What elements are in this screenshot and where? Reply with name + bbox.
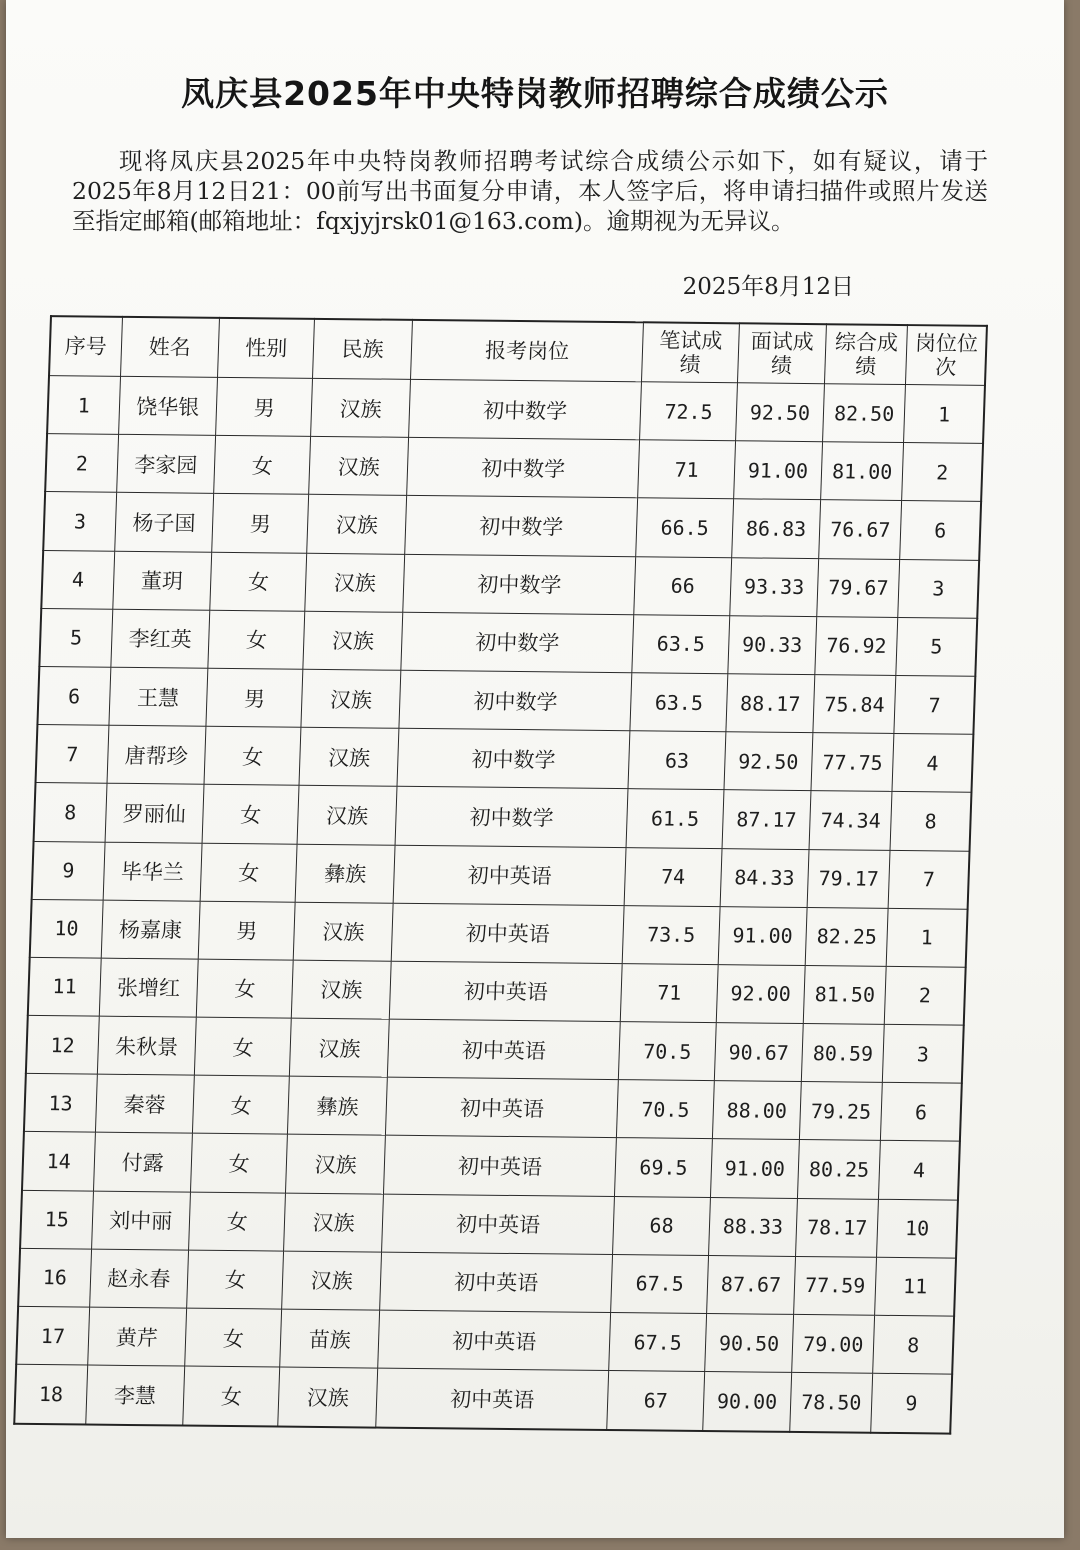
cell-name: 刘中丽: [91, 1191, 190, 1250]
cell-ethnicity: 彝族: [288, 1076, 387, 1135]
cell-gender: 女: [200, 843, 297, 902]
table-row: [24, 1074, 962, 1142]
cell-rank: 2: [902, 443, 983, 502]
cell-written-score: 63.5: [632, 614, 729, 673]
cell-name: 杨嘉康: [101, 900, 200, 959]
cell-name: 杨子国: [114, 493, 213, 552]
table-row: [45, 434, 983, 502]
table-row: [16, 1306, 954, 1374]
cell-rank: 11: [875, 1257, 956, 1316]
cell-interview-score: 88.17: [726, 674, 815, 733]
cell-gender: 女: [194, 1017, 291, 1076]
cell-name: 王慧: [108, 667, 207, 726]
cell-written-score: 71: [621, 963, 718, 1022]
cell-total-score: 76.67: [819, 500, 902, 559]
header-name: 姓名: [120, 317, 219, 378]
cell-seq: 2: [45, 434, 118, 493]
cell-ethnicity: 汉族: [299, 727, 398, 786]
cell-interview-score: 91.00: [710, 1139, 799, 1198]
cell-position: 初中英语: [383, 1136, 616, 1197]
cell-seq: 15: [20, 1190, 93, 1249]
cell-ethnicity: 汉族: [292, 960, 391, 1019]
table-body: [14, 376, 985, 1434]
page-title: 凤庆县2025年中央特岗教师招聘综合成绩公示: [181, 74, 889, 113]
cell-position: 初中英语: [376, 1368, 609, 1430]
cell-rank: 10: [877, 1199, 958, 1258]
header-rank-line2: 次: [934, 355, 957, 380]
score-table-wrapper: [13, 315, 988, 1434]
cell-position: 初中数学: [399, 670, 632, 731]
table-row: [26, 1015, 964, 1083]
cell-ethnicity: 汉族: [290, 1018, 389, 1077]
table-row: [18, 1248, 956, 1316]
header-total-line1: 综合成: [834, 330, 899, 355]
cell-name: 罗丽仙: [105, 784, 204, 843]
cell-name: 秦蓉: [95, 1074, 194, 1133]
cell-name: 李慧: [85, 1365, 184, 1425]
cell-ethnicity: 汉族: [309, 437, 408, 496]
cell-seq: 11: [28, 957, 101, 1016]
header-interview-line2: 绩: [770, 353, 793, 378]
cell-ethnicity: 汉族: [298, 786, 397, 845]
cell-name: 张增红: [99, 958, 198, 1017]
cell-gender: 男: [206, 668, 303, 727]
cell-total-score: 82.25: [805, 907, 888, 966]
cell-interview-score: 87.17: [722, 790, 811, 849]
cell-gender: 女: [202, 785, 299, 844]
cell-position: 初中英语: [393, 845, 626, 906]
cell-seq: 12: [26, 1015, 99, 1074]
header-written-line1: 笔试成: [659, 328, 723, 354]
cell-total-score: 80.25: [798, 1140, 881, 1199]
cell-rank: 8: [890, 792, 971, 851]
cell-position: 初中数学: [408, 379, 641, 440]
cell-seq: 6: [37, 666, 110, 725]
cell-written-score: 70.5: [617, 1080, 714, 1139]
cell-seq: 14: [22, 1132, 95, 1191]
cell-ethnicity: 汉族: [286, 1135, 385, 1194]
table-row: [43, 492, 981, 560]
cell-ethnicity: 汉族: [311, 378, 410, 437]
cell-interview-score: 88.33: [708, 1197, 797, 1256]
cell-total-score: 81.00: [821, 442, 904, 501]
score-table: [13, 315, 988, 1434]
cell-gender: 女: [191, 1134, 288, 1193]
cell-interview-score: 91.00: [718, 906, 807, 965]
cell-seq: 4: [41, 550, 114, 609]
header-ethnicity: 民族: [313, 319, 412, 380]
cell-total-score: 77.59: [794, 1256, 877, 1315]
cell-ethnicity: 汉族: [284, 1193, 383, 1252]
cell-gender: 女: [185, 1308, 282, 1367]
header-total-line2: 绩: [854, 354, 877, 379]
cell-gender: 女: [187, 1250, 284, 1309]
cell-rank: 2: [885, 966, 966, 1025]
cell-position: 初中数学: [397, 728, 630, 789]
cell-written-score: 67.5: [611, 1254, 708, 1313]
header-interview: [737, 323, 826, 383]
cell-total-score: 76.92: [815, 616, 898, 675]
cell-interview-score: 92.00: [716, 964, 805, 1023]
cell-name: 李红英: [110, 609, 209, 668]
cell-ethnicity: 彝族: [296, 844, 395, 903]
table-row: [14, 1364, 952, 1433]
cell-interview-score: 86.83: [731, 499, 820, 558]
cell-interview-score: 91.00: [733, 441, 822, 500]
cell-seq: 3: [43, 492, 116, 551]
cell-ethnicity: 汉族: [303, 611, 402, 670]
cell-position: 初中数学: [405, 496, 638, 557]
cell-written-score: 67: [607, 1371, 704, 1431]
cell-written-score: 67.5: [609, 1313, 706, 1372]
table-row: [28, 957, 966, 1025]
cell-gender: 女: [204, 726, 301, 785]
cell-gender: 女: [214, 436, 311, 495]
cell-rank: 4: [879, 1141, 960, 1200]
table-row: [34, 783, 972, 851]
cell-seq: 5: [39, 608, 112, 667]
cell-position: 初中数学: [403, 554, 636, 615]
cell-total-score: 81.50: [803, 965, 886, 1024]
cell-position: 初中英语: [381, 1194, 614, 1255]
table-row: [30, 899, 968, 967]
cell-rank: 4: [892, 734, 973, 793]
table-row: [32, 841, 970, 909]
cell-total-score: 79.17: [807, 849, 890, 908]
cell-written-score: 61.5: [626, 789, 723, 848]
cell-interview-score: 88.00: [712, 1081, 801, 1140]
header-written-line2: 绩: [679, 352, 702, 377]
table-row: [37, 666, 975, 734]
cell-written-score: 63.5: [630, 673, 727, 732]
cell-name: 赵永春: [89, 1249, 188, 1308]
cell-gender: 女: [192, 1075, 289, 1134]
cell-total-score: 82.50: [823, 384, 906, 443]
cell-written-score: 71: [638, 440, 735, 499]
cell-name: 朱秋景: [97, 1016, 196, 1075]
cell-interview-score: 90.50: [704, 1314, 793, 1373]
table-header-row: [49, 316, 987, 385]
cell-ethnicity: 汉族: [301, 669, 400, 728]
cell-rank: 3: [883, 1024, 964, 1083]
cell-written-score: 69.5: [615, 1138, 712, 1197]
cell-total-score: 75.84: [813, 675, 896, 734]
cell-name: 饶华银: [118, 376, 217, 435]
table-row: [36, 725, 974, 793]
cell-rank: 6: [900, 501, 981, 560]
cell-interview-score: 87.67: [706, 1255, 795, 1314]
header-interview-line1: 面试成: [750, 329, 815, 355]
cell-position: 初中英语: [387, 1019, 620, 1080]
cell-gender: 男: [216, 377, 313, 436]
cell-seq: 18: [14, 1364, 87, 1424]
publish-date: 2025年8月12日: [682, 274, 854, 300]
cell-name: 付露: [93, 1133, 192, 1192]
cell-seq: 1: [47, 376, 120, 435]
cell-position: 初中英语: [385, 1077, 618, 1138]
cell-total-score: 80.59: [801, 1024, 884, 1083]
header-gender: 性别: [218, 318, 315, 378]
cell-gender: 女: [183, 1366, 280, 1426]
cell-position: 初中英语: [378, 1310, 611, 1371]
cell-position: 初中数学: [401, 612, 634, 673]
cell-rank: 7: [894, 675, 975, 734]
header-position: 报考岗位: [410, 320, 643, 382]
header-rank-line1: 岗位位: [914, 331, 979, 356]
cell-total-score: 79.25: [799, 1082, 882, 1141]
cell-rank: 5: [896, 617, 977, 676]
document-page: [6, 0, 1064, 1538]
cell-position: 初中英语: [380, 1252, 613, 1313]
cell-interview-score: 90.33: [728, 615, 817, 674]
cell-rank: 1: [904, 385, 985, 444]
cell-seq: 9: [32, 841, 105, 900]
cell-written-score: 70.5: [619, 1022, 716, 1081]
cell-written-score: 74: [624, 847, 721, 906]
cell-ethnicity: 汉族: [305, 553, 404, 612]
cell-interview-score: 92.50: [724, 732, 813, 791]
cell-position: 初中英语: [391, 903, 624, 964]
cell-written-score: 66: [634, 556, 731, 615]
cell-position: 初中数学: [407, 438, 640, 499]
cell-seq: 7: [36, 725, 109, 784]
cell-total-score: 78.50: [790, 1373, 873, 1433]
cell-rank: 1: [886, 908, 967, 967]
cell-interview-score: 93.33: [730, 557, 819, 616]
cell-name: 李家园: [116, 434, 215, 493]
table-row: [47, 376, 985, 444]
cell-position: 初中英语: [389, 961, 622, 1022]
cell-gender: 女: [189, 1192, 286, 1251]
cell-ethnicity: 汉族: [294, 902, 393, 961]
cell-gender: 女: [196, 959, 293, 1018]
cell-rank: 9: [871, 1373, 952, 1433]
cell-interview-score: 92.50: [735, 383, 824, 442]
cell-total-score: 79.67: [817, 558, 900, 617]
cell-total-score: 74.34: [809, 791, 892, 850]
cell-name: 董玥: [112, 551, 211, 610]
cell-rank: 6: [881, 1083, 962, 1142]
cell-written-score: 73.5: [623, 905, 720, 964]
cell-rank: 7: [888, 850, 969, 909]
header-total: [825, 324, 908, 384]
header-rank: [906, 325, 987, 385]
cell-interview-score: 90.00: [702, 1372, 791, 1432]
table-row: [20, 1190, 958, 1258]
cell-total-score: 79.00: [792, 1314, 875, 1373]
cell-total-score: 77.75: [811, 733, 894, 792]
cell-interview-score: 84.33: [720, 848, 809, 907]
cell-ethnicity: 汉族: [307, 495, 406, 554]
cell-gender: 女: [210, 552, 307, 611]
cell-position: 初中数学: [395, 787, 628, 848]
cell-ethnicity: 汉族: [278, 1367, 377, 1427]
cell-gender: 男: [212, 494, 309, 553]
cell-seq: 13: [24, 1074, 97, 1133]
cell-seq: 8: [34, 783, 107, 842]
cell-total-score: 78.17: [796, 1198, 879, 1257]
header-written: [642, 322, 739, 382]
cell-seq: 17: [16, 1306, 89, 1365]
cell-written-score: 72.5: [640, 382, 737, 441]
cell-ethnicity: 汉族: [282, 1251, 381, 1310]
cell-name: 毕华兰: [103, 842, 202, 901]
table-row: [22, 1132, 960, 1200]
cell-name: 黄芹: [87, 1307, 186, 1366]
cell-ethnicity: 苗族: [280, 1309, 379, 1368]
cell-written-score: 68: [613, 1196, 710, 1255]
cell-written-score: 63: [628, 731, 725, 790]
table-row: [41, 550, 979, 618]
cell-written-score: 66.5: [636, 498, 733, 557]
table-row: [39, 608, 977, 676]
cell-rank: 8: [873, 1315, 954, 1374]
cell-name: 唐帮珍: [107, 725, 206, 784]
notice-paragraph: 现将凤庆县2025年中央特岗教师招聘考试综合成绩公示如下，如有疑议，请于2025年8月12日21：00前写出书面复分申请，本人签字后，将申请扫描件或照片发送至指定邮箱(邮箱地址：fqxjyjrsk01@163.com)。逾期视为无异议。: [72, 147, 988, 235]
cell-rank: 3: [898, 559, 979, 618]
cell-seq: 10: [30, 899, 103, 958]
cell-gender: 女: [208, 610, 305, 669]
header-seq: 序号: [49, 316, 122, 376]
cell-interview-score: 90.67: [714, 1023, 803, 1082]
cell-gender: 男: [198, 901, 295, 960]
cell-seq: 16: [18, 1248, 91, 1307]
